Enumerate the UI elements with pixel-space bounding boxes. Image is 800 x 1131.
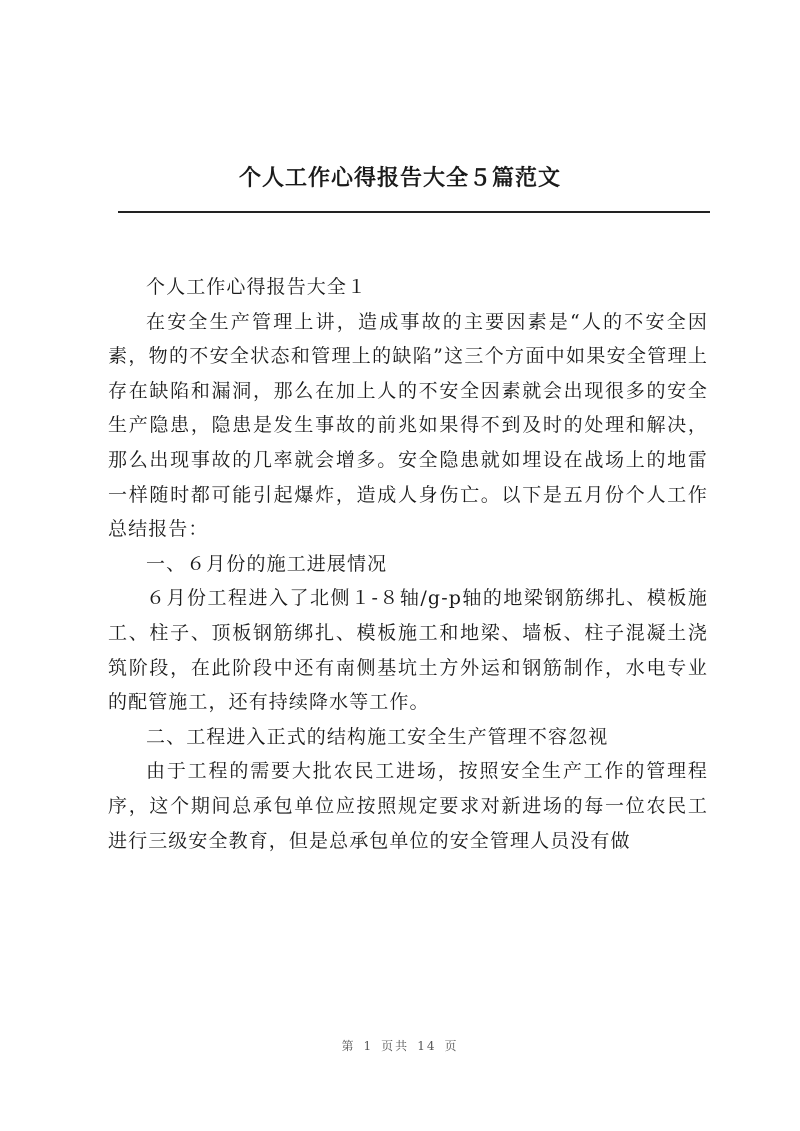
- document-title: 个人工作心得报告大全５篇范文: [238, 165, 561, 191]
- title-underline-rule: [118, 211, 710, 213]
- subsection-heading: 二、工程进入正式的结构施工安全生产管理不容忽视: [146, 725, 609, 748]
- section-heading: 个人工作心得报告大全１: [146, 276, 368, 298]
- body-paragraph: 由于工程的需要大批农民工进场，按照安全生产工作的管理程序，这个期间总承包单位应按照规定要求对新进场的每一位农民工进行三级安全教育，但是总承包单位的安全管理人员没有做: [108, 760, 708, 852]
- footer-label-of: 页共: [381, 1039, 410, 1053]
- page-footer: [0, 1037, 800, 1054]
- subsection-heading: 一、６月份的施工进展情况: [146, 552, 388, 575]
- footer-label-page: 第: [341, 1039, 356, 1053]
- footer-current-page: 1: [363, 1039, 374, 1053]
- body-paragraph: 在安全生产管理上讲，造成事故的主要因素是“人的不安全因素，物的不安全状态和管理上的缺陷”这三个方面中如果安全管理上存在缺陷和漏洞，那么在加上人的不安全因素就会出现很多的安全生产隐患，隐患是发生事故的前兆如果得不到及时的处理和解决，那么出现事故的几率就会增多。安全隐患就如埋设在战场上的地雷一样随时都可能引起爆炸，造成人身伤亡。以下是五月份个人工作总结报告：: [108, 310, 708, 541]
- footer-total-pages: 14: [417, 1039, 437, 1053]
- footer-label-pages: 页: [444, 1039, 459, 1053]
- body-paragraph: ６月份工程进入了北侧１-８轴/g-p轴的地梁钢筋绑扎、模板施工、柱子、顶板钢筋绑扎、模板施工和地梁、墙板、柱子混凝土浇筑阶段，在此阶段中还有南侧基坑土方外运和钢筋制作，水电专业的配管施工，还有持续降水等工作。: [108, 587, 708, 714]
- document-body: [108, 270, 708, 858]
